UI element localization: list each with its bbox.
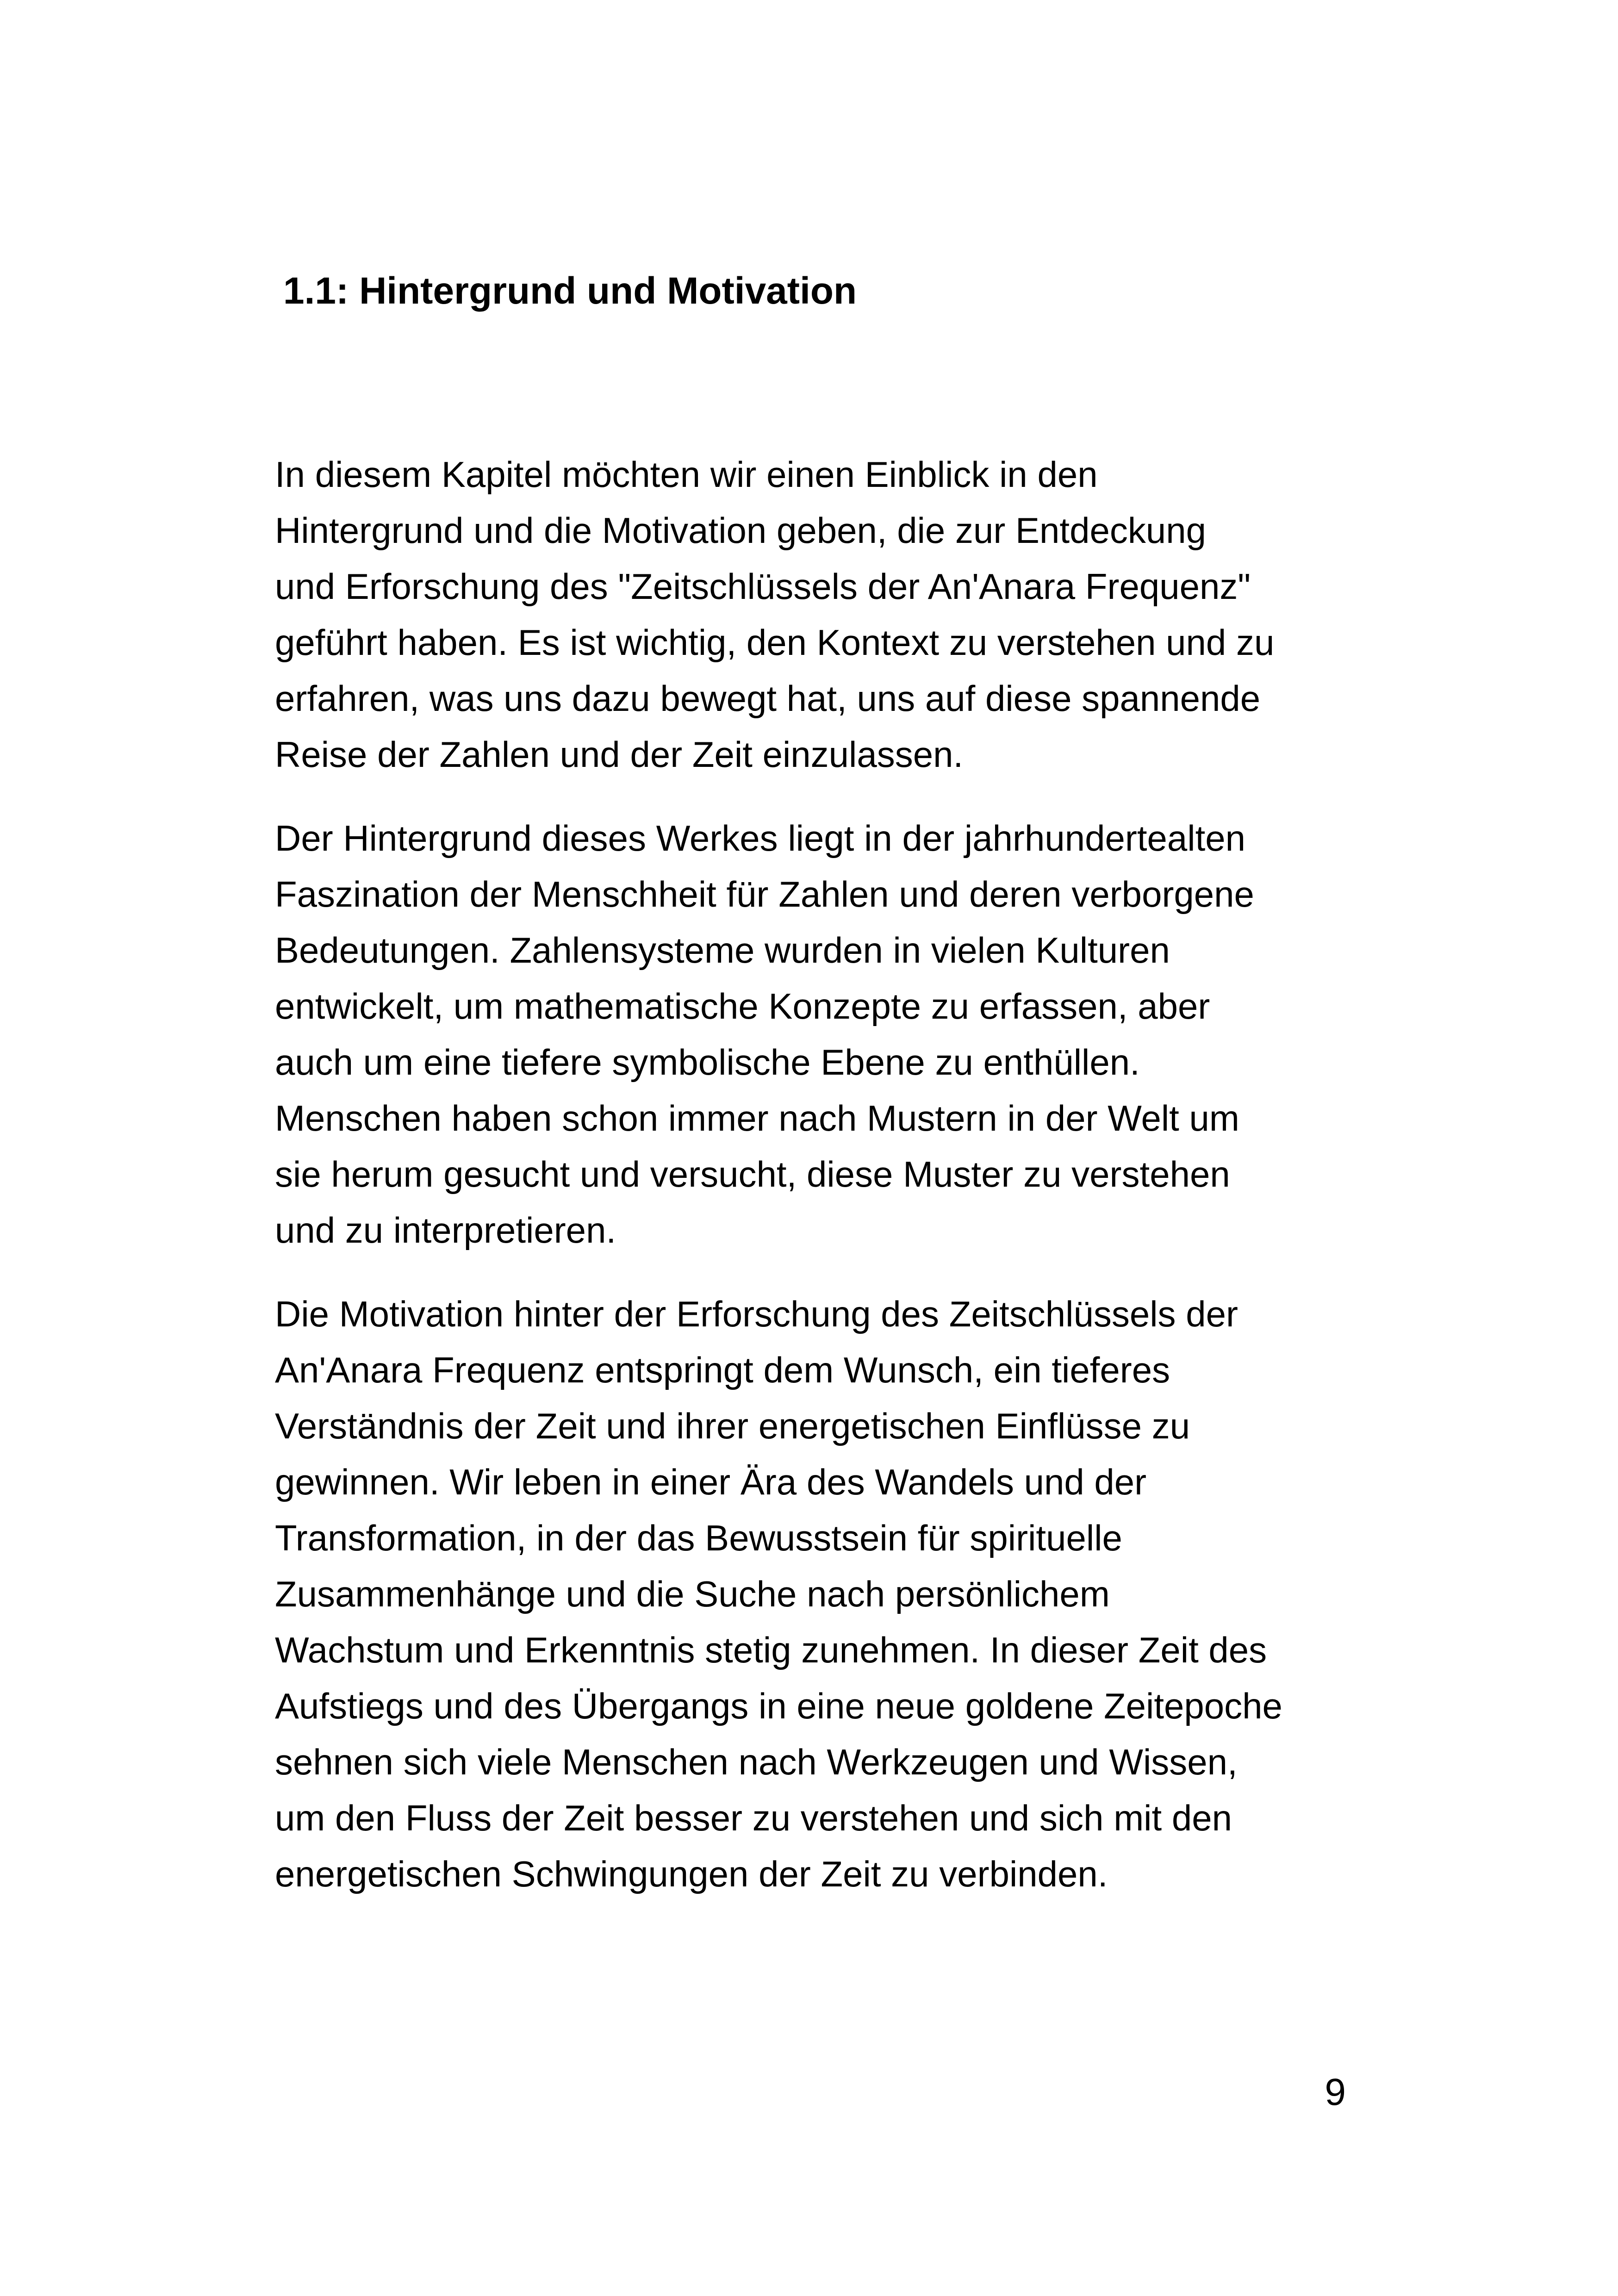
text-line: Faszination der Menschheit für Zahlen und deren verborgene (275, 874, 1254, 915)
text-line: sehnen sich viele Menschen nach Werkzeugen und Wissen, (275, 1742, 1238, 1782)
text-line: Aufstiegs und des Übergangs in eine neue goldene Zeitepoche (275, 1686, 1282, 1726)
text-line: und Erforschung des "Zeitschlüssels der An'Anara Frequenz" (275, 566, 1251, 607)
text-line: entwickelt, um mathematische Konzepte zu erfassen, aber (275, 986, 1210, 1027)
text-line: Die Motivation hinter der Erforschung des Zeitschlüssels der (275, 1294, 1238, 1334)
text-line: Transformation, in der das Bewusstsein für spirituelle (275, 1518, 1122, 1558)
text-line: Bedeutungen. Zahlensysteme wurden in vielen Kulturen (275, 930, 1170, 971)
text-line: um den Fluss der Zeit besser zu verstehen und sich mit den (275, 1798, 1232, 1838)
text-line: Zusammenhänge und die Suche nach persönlichem (275, 1574, 1110, 1614)
text-line: Wachstum und Erkenntnis stetig zunehmen. In dieser Zeit des (275, 1630, 1267, 1670)
paragraph (275, 810, 1353, 1258)
section-heading: 1.1: Hintergrund und Motivation (283, 270, 857, 312)
text-line: Hintergrund und die Motivation geben, die zur Entdeckung (275, 510, 1206, 551)
page-number: 9 (1325, 2071, 1346, 2113)
paragraph (275, 1286, 1353, 1902)
text-line: Menschen haben schon immer nach Mustern in der Welt um (275, 1098, 1239, 1139)
text-line: sie herum gesucht und versucht, diese Muster zu verstehen (275, 1154, 1230, 1195)
body-text (275, 447, 1353, 1930)
text-line: erfahren, was uns dazu bewegt hat, uns auf diese spannende (275, 678, 1261, 719)
paragraph (275, 447, 1353, 783)
text-line: energetischen Schwingungen der Zeit zu verbinden. (275, 1854, 1108, 1894)
text-line: In diesem Kapitel möchten wir einen Einblick in den (275, 454, 1098, 495)
text-line: Der Hintergrund dieses Werkes liegt in der jahrhundertealten (275, 818, 1246, 859)
text-line: geführt haben. Es ist wichtig, den Kontext zu verstehen und zu (275, 622, 1275, 663)
text-line: und zu interpretieren. (275, 1210, 616, 1251)
text-line: Verständnis der Zeit und ihrer energetischen Einflüsse zu (275, 1406, 1190, 1446)
text-line: An'Anara Frequenz entspringt dem Wunsch, ein tieferes (275, 1350, 1170, 1390)
text-line: Reise der Zahlen und der Zeit einzulassen. (275, 734, 964, 775)
text-line: auch um eine tiefere symbolische Ebene zu enthüllen. (275, 1042, 1140, 1083)
text-line: gewinnen. Wir leben in einer Ära des Wandels und der (275, 1462, 1147, 1502)
